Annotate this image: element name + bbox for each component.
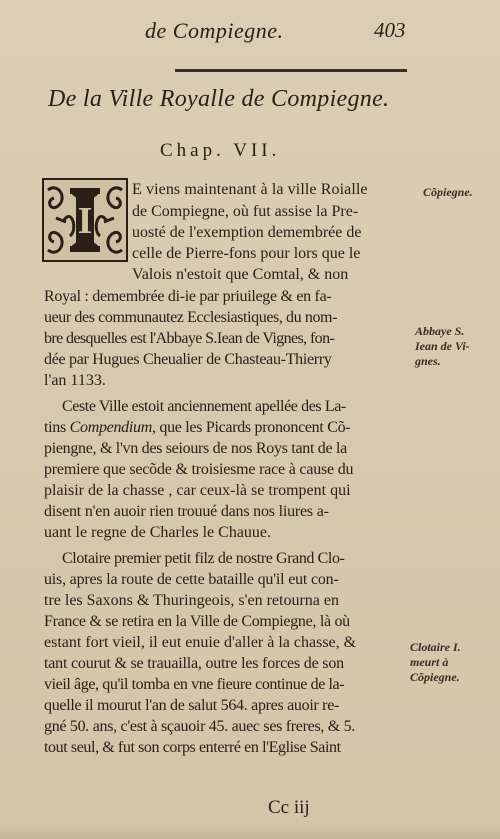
margin-note-line: gnes. [415,354,441,368]
running-title: de Compiegne. [145,18,284,43]
chapter-title: De la Ville Royalle de Compiegne. [48,86,390,112]
margin-note-compiegne [423,185,473,200]
body-line: uis, apres la route de cette bataille qu'il eut con- [44,571,339,588]
signature-mark: Cc iij [268,797,310,818]
body-line: de Compiegne, où fut assise la Pre- [132,203,359,220]
page-edge-shadow [0,825,500,839]
body-line: Royal : demembrée di-ie par priuilege & en fa- [44,288,332,305]
chapter-number: Chap. VII. [160,140,281,161]
margin-note-line: Cõpiegne. [423,185,473,199]
body-line: E viens maintenant à la ville Roialle [132,181,368,198]
body-line: dée par Hugues Cheualier de Chasteau-Thierry [44,351,332,368]
body-line: gné 50. ans, c'est à sçauoir 45. auec ses freres, & 5. [44,718,356,735]
body-line: ueur des communautez Ecclesiastiques, du nom- [44,309,338,326]
body-line: quelle il mourut l'an de salut 564. apres auoir re- [44,697,340,714]
margin-note-clotaire [410,640,461,685]
body-text: , que les Picards prononcent Cõ- [151,419,351,436]
running-head [0,18,500,48]
body-line: France & se retira en la Ville de Compiegne, là où [44,613,350,630]
body-text: tins [44,419,70,436]
body-line: tant courut & se trauailla, outre les forces de son [44,655,344,672]
header-rule [175,69,407,72]
body-line: uant le regne de Charles le Chauue. [44,524,272,541]
decorative-initial-letter [42,178,128,262]
margin-note-line: Abbaye S. [415,324,465,338]
body-line: premiere que secõde & troisiesme race à cause du [44,461,354,478]
italic-latin-term: Compendium [69,419,152,436]
margin-note-abbaye [415,324,470,369]
margin-note-line: meurt à [410,655,449,669]
body-line: uosté de l'exemption demembrée de [132,224,362,241]
body-line: l'an 1133. [44,372,106,389]
margin-note-line: Iean de Vi- [415,339,470,353]
body-line: plaisir de la chasse , car ceux-là se trompent qui [44,482,351,499]
body-line: disent n'en auoir rien trouué dans nos liures a- [44,503,329,520]
margin-note-line: Clotaire I. [410,640,461,654]
body-line: Ceste Ville estoit anciennement apellée des La- [62,398,346,415]
body-line: vieil âge, qu'il tomba en vne fieure continue de la- [44,676,345,693]
body-line: tout seul, & fut son corps enterré en l'Eglise Saint [44,739,341,756]
body-line [44,419,350,437]
body-line: celle de Pierre-fons pour lors que le [132,245,361,262]
page-number: 403 [374,18,406,42]
body-line: Valois n'estoit que Comtal, & non [132,266,349,283]
dropcap-letter: I [77,200,93,242]
body-line: bre desquelles est l'Abbaye S.Iean de Vignes, fon- [44,330,335,347]
body-line: tre les Saxons & Thuringeois, s'en retourna en [44,592,339,609]
body-line: Clotaire premier petit filz de nostre Grand Clo- [62,550,345,567]
body-line: piengne, & l'vn des seiours de nos Roys tant de la [44,440,347,457]
body-line: estant fort vieil, il eut enuie d'aller à la chasse, & [44,634,357,651]
margin-note-line: Cõpiegne. [410,670,460,684]
